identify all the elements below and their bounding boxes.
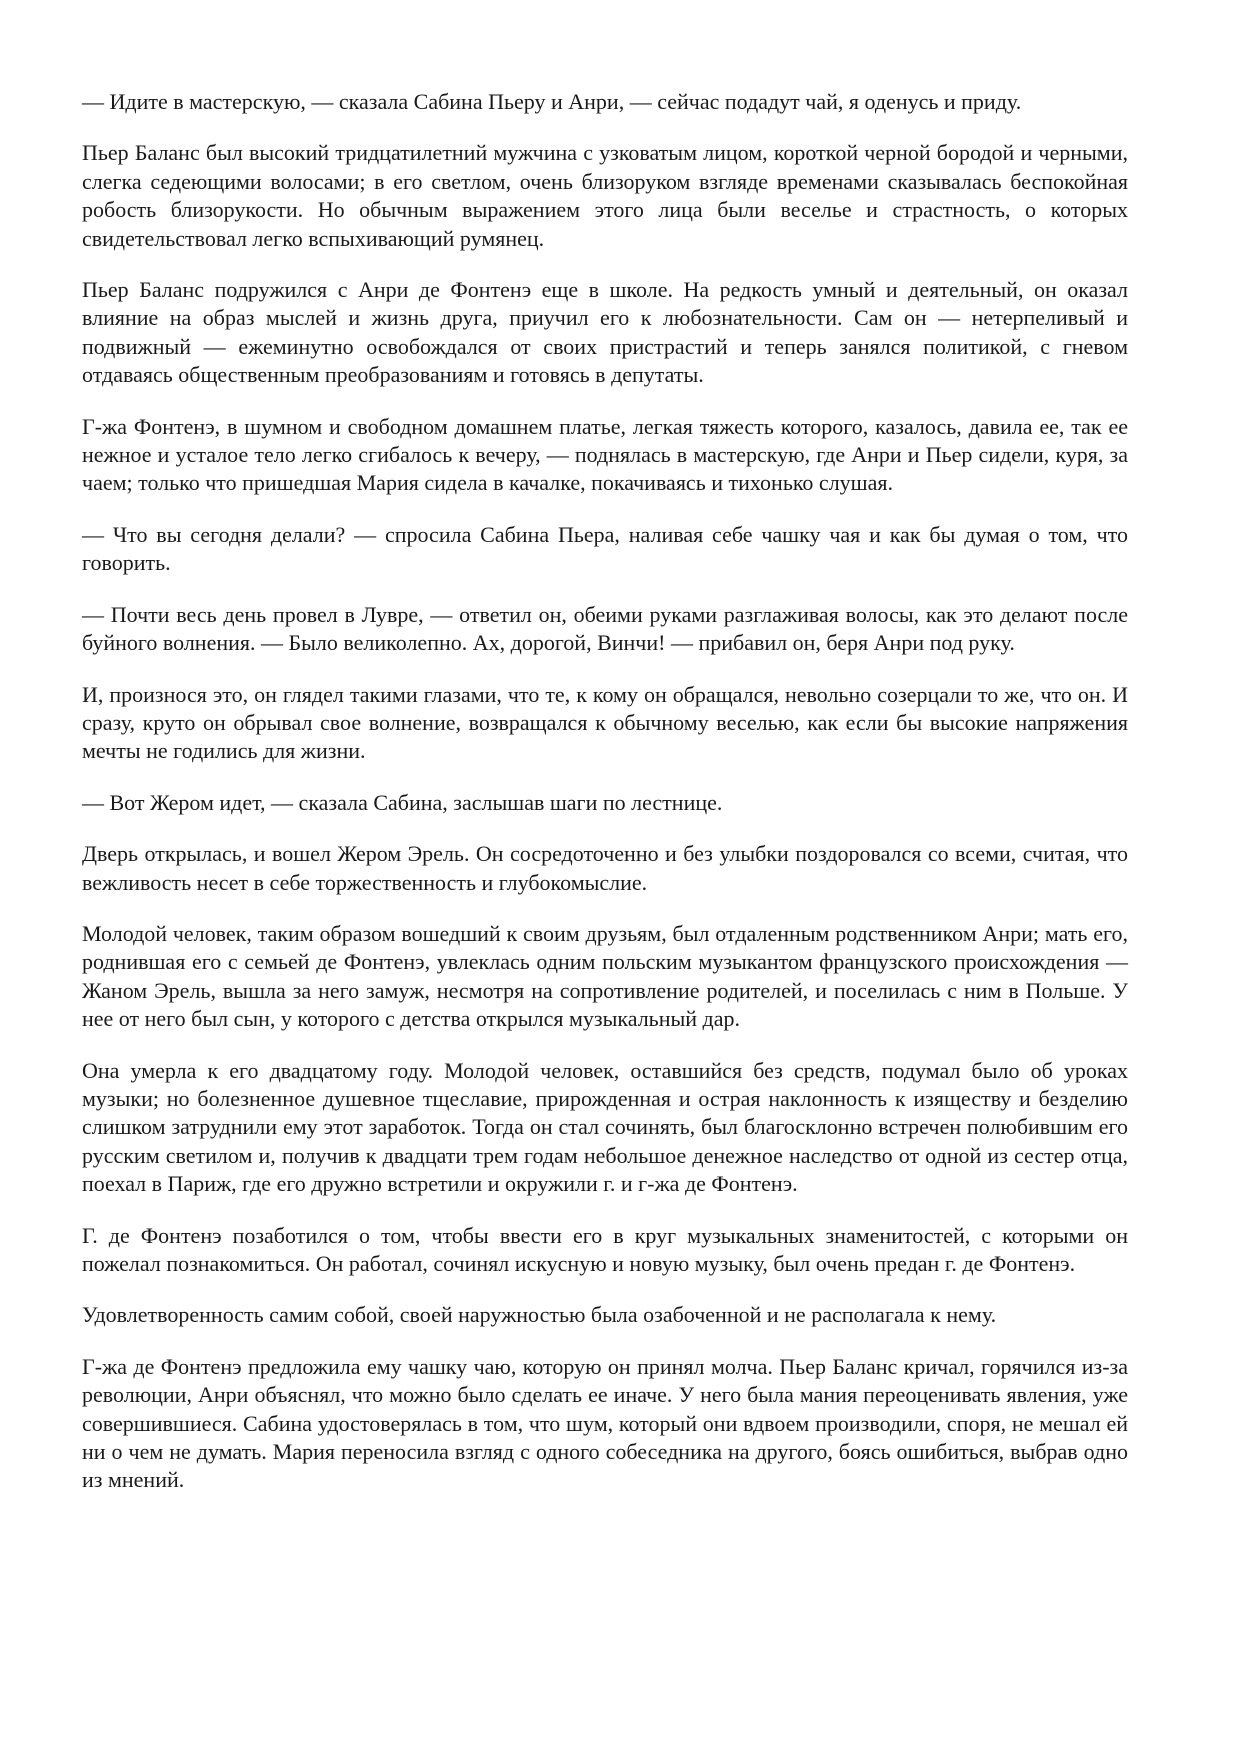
paragraph: Молодой человек, таким образом вошедший к своим друзьям, был отдаленным родственником Анри; мать его, роднившая его с семьей де Фонтенэ, увлеклась одним польским музыкантом французского происхождения — Жаном Эрель, вышла за него замуж, несмотря на сопротивление родителей, и поселилась с ним в Польше. У нее от него был сын, у которого с детства открылся музыкальный дар. [82, 920, 1128, 1032]
paragraph: — Идите в мастерскую, — сказала Сабина Пьеру и Анри, — сейчас подадут чай, я оденусь и приду. [82, 89, 1022, 114]
paragraph: Г-жа де Фонтенэ предложила ему чашку чаю, которую он принял молча. Пьер Баланс кричал, горячился из-за революции, Анри объяснял, что можно было сделать ее иначе. У него была мания переоценивать явления, уже совершившиеся. Сабина удостоверялась в том, что шум, который они вдвоем производили, споря, не мешал ей ни о чем не думать. Мария переносила взгляд с одного собеседника на другого, боясь ошибиться, выбрав одно из мнений. [82, 1353, 1128, 1493]
paragraph: Дверь открылась, и вошел Жером Эрель. Он сосредоточенно и без улыбки поздоровался со всеми, считая, что вежливость несет в себе торжественность и глубокомыслие. [82, 841, 1128, 895]
paragraph: Г-жа Фонтенэ, в шумном и свободном домашнем платье, легкая тяжесть которого, казалось, давила ее, так ее нежное и усталое тело легко сгибалось к вечеру, — поднялась в мастерскую, где Анри и Пьер сидели, куря, за чаем; только что пришедшая Мария сидела в качалке, покачиваясь и тихонько слушая. [82, 413, 1128, 496]
paragraph: — Что вы сегодня делали? — спросила Сабина Пьера, наливая себе чашку чая и как бы думая о том, что говорить. [82, 521, 1128, 576]
paragraph: И, произнося это, он глядел такими глазами, что те, к кому он обращался, невольно созерцали то же, что он. И сразу, круто он обрывал свое волнение, возвращался к обычному веселью, как если бы высокие напряжения мечты не годились для жизни. [82, 681, 1128, 764]
paragraph: Г. де Фонтенэ позаботился о том, чтобы ввести его в круг музыкальных знаменитостей, с которыми он пожелал познакомиться. Он работал, сочинял искусную и новую музыку, был очень предан г. де Фонтенэ. [82, 1222, 1128, 1276]
paragraph: Она умерла к его двадцатому году. Молодой человек, оставшийся без средств, подумал было об уроках музыки; но болезненное душевное тщеславие, прирожденная и острая наклонность к изяществу и безделию слишком затруднили ему этот заработок. Тогда он стал сочинять, был благосклонно встречен полюбившим его русским светилом и, получив к двадцати трем годам небольшое денежное наследство от одной из сестер отца, поехал в Париж, где его дружно встретили и окружили г. и г-жа де Фонтенэ. [82, 1057, 1128, 1197]
paragraph: Пьер Баланс был высокий тридцатилетний мужчина с узковатым лицом, короткой черной бородой и черными, слегка седеющими волосами; в его светлом, очень близоруком взгляде временами сказывалась беспокойная робость близорукости. Но обычным выражением этого лица были веселье и страстность, о которых свидетельствовал легко вспыхивающий румянец. [82, 140, 1128, 251]
paragraph: Пьер Баланс подружился с Анри де Фонтенэ еще в школе. На редкость умный и деятельный, он оказал влияние на образ мыслей и жизнь друга, приучил его к любознательности. Сам он — нетерпеливый и подвижный — ежеминутно освобождался от своих пристрастий и теперь занялся политикой, с гневом отдаваясь общественным преобразованиям и готовясь в депутаты. [82, 277, 1128, 388]
paragraph: — Вот Жером идет, — сказала Сабина, заслышав шаги по лестнице. [82, 789, 723, 815]
paragraph: Удовлетворенность самим собой, своей наружностью была озабоченной и не располагала к нему. [82, 1302, 997, 1328]
document-page [82, 88, 1128, 1518]
paragraph: — Почти весь день провел в Лувре, — ответил он, обеими руками разглаживая волосы, как это делают после буйного волнения. — Было великолепно. Ах, дорогой, Винчи! — прибавил он, беря Анри под руку. [82, 601, 1128, 656]
